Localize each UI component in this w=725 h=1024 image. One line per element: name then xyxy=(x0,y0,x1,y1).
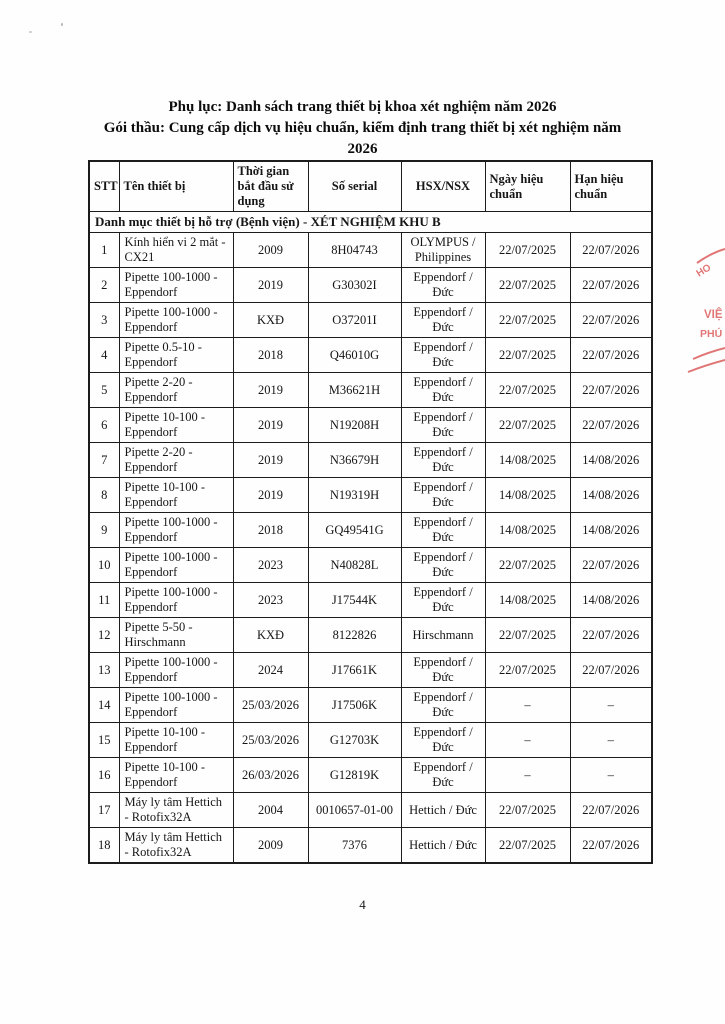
cell-cal_due: 22/07/2026 xyxy=(570,618,652,653)
scan-artifact xyxy=(29,31,32,33)
equipment-row xyxy=(89,583,652,618)
equipment-table xyxy=(88,160,653,864)
cell-serial: G12819K xyxy=(308,758,401,793)
cell-cal_due: 22/07/2026 xyxy=(570,303,652,338)
equipment-row xyxy=(89,688,652,723)
cell-cal_date: – xyxy=(485,758,570,793)
col-header-name: Tên thiết bị xyxy=(119,161,233,212)
cell-maker: Eppendorf / Đức xyxy=(401,583,485,618)
cell-maker: Eppendorf / Đức xyxy=(401,443,485,478)
cell-maker: Eppendorf / Đức xyxy=(401,268,485,303)
col-header-cal-date: Ngày hiệu chuẩn xyxy=(485,161,570,212)
cell-serial: O37201I xyxy=(308,303,401,338)
cell-maker: Eppendorf / Đức xyxy=(401,758,485,793)
cell-cal_date: 22/07/2025 xyxy=(485,793,570,828)
cell-cal_date: 22/07/2025 xyxy=(485,268,570,303)
cell-start: 2019 xyxy=(233,408,308,443)
col-header-maker: HSX/NSX xyxy=(401,161,485,212)
col-header-cal-due: Hạn hiệu chuẩn xyxy=(570,161,652,212)
equipment-row xyxy=(89,618,652,653)
cell-serial: J17661K xyxy=(308,653,401,688)
cell-start: 2023 xyxy=(233,583,308,618)
red-circular-stamp-partial xyxy=(687,241,725,376)
cell-name: Máy ly tâm Hettich - Rotofix32A xyxy=(119,793,233,828)
stamp-text-fragment-phuc: PHÚ xyxy=(700,328,723,340)
cell-name: Pipette 2-20 - Eppendorf xyxy=(119,443,233,478)
cell-name: Máy ly tâm Hettich - Rotofix32A xyxy=(119,828,233,864)
cell-name: Pipette 10-100 - Eppendorf xyxy=(119,478,233,513)
cell-stt: 7 xyxy=(89,443,119,478)
cell-stt: 16 xyxy=(89,758,119,793)
cell-cal_date: 14/08/2025 xyxy=(485,583,570,618)
equipment-row xyxy=(89,653,652,688)
stamp-arc-bottom-1 xyxy=(693,348,725,359)
cell-cal_date: 22/07/2025 xyxy=(485,303,570,338)
cell-name: Pipette 5-50 - Hirschmann xyxy=(119,618,233,653)
cell-stt: 5 xyxy=(89,373,119,408)
cell-start: 2019 xyxy=(233,443,308,478)
cell-stt: 10 xyxy=(89,548,119,583)
cell-serial: J17506K xyxy=(308,688,401,723)
cell-start: 2024 xyxy=(233,653,308,688)
cell-cal_due: 22/07/2026 xyxy=(570,338,652,373)
cell-name: Kính hiển vi 2 mắt - CX21 xyxy=(119,233,233,268)
cell-stt: 2 xyxy=(89,268,119,303)
cell-cal_due: 22/07/2026 xyxy=(570,373,652,408)
cell-start: 2018 xyxy=(233,338,308,373)
cell-stt: 11 xyxy=(89,583,119,618)
stamp-arc-bottom-2 xyxy=(688,360,725,372)
section-title: Danh mục thiết bị hỗ trợ (Bệnh viện) - XÉT NGHIỆM KHU B xyxy=(89,212,652,233)
cell-maker: Eppendorf / Đức xyxy=(401,653,485,688)
stamp-arc-top xyxy=(697,249,725,263)
cell-serial: 0010657-01-00 xyxy=(308,793,401,828)
equipment-row xyxy=(89,758,652,793)
cell-serial: 7376 xyxy=(308,828,401,864)
equipment-row xyxy=(89,408,652,443)
cell-cal_date: 22/07/2025 xyxy=(485,408,570,443)
cell-start: 26/03/2026 xyxy=(233,758,308,793)
cell-cal_date: 22/07/2025 xyxy=(485,618,570,653)
cell-serial: G12703K xyxy=(308,723,401,758)
equipment-row xyxy=(89,268,652,303)
cell-maker: Eppendorf / Đức xyxy=(401,303,485,338)
cell-cal_date: 22/07/2025 xyxy=(485,653,570,688)
cell-maker: Eppendorf / Đức xyxy=(401,723,485,758)
cell-cal_date: – xyxy=(485,688,570,723)
cell-cal_due: 22/07/2026 xyxy=(570,268,652,303)
cell-cal_date: 22/07/2025 xyxy=(485,828,570,864)
page-number: 4 xyxy=(359,897,366,912)
col-header-serial: Số serial xyxy=(308,161,401,212)
cell-stt: 6 xyxy=(89,408,119,443)
cell-name: Pipette 100-1000 - Eppendorf xyxy=(119,688,233,723)
cell-name: Pipette 10-100 - Eppendorf xyxy=(119,723,233,758)
equipment-row xyxy=(89,233,652,268)
cell-stt: 17 xyxy=(89,793,119,828)
cell-start: 2004 xyxy=(233,793,308,828)
cell-name: Pipette 10-100 - Eppendorf xyxy=(119,758,233,793)
cell-start: 2009 xyxy=(233,828,308,864)
cell-name: Pipette 100-1000 - Eppendorf xyxy=(119,653,233,688)
cell-serial: N40828L xyxy=(308,548,401,583)
cell-serial: M36621H xyxy=(308,373,401,408)
equipment-row xyxy=(89,828,652,864)
cell-name: Pipette 2-20 - Eppendorf xyxy=(119,373,233,408)
title-line-appendix: Phụ lục: Danh sách trang thiết bị khoa xét nghiệm năm 2026 xyxy=(168,99,557,115)
cell-maker: Eppendorf / Đức xyxy=(401,373,485,408)
cell-start: 25/03/2026 xyxy=(233,723,308,758)
cell-cal_due: 22/07/2026 xyxy=(570,793,652,828)
cell-cal_due: 14/08/2026 xyxy=(570,478,652,513)
cell-cal_due: 22/07/2026 xyxy=(570,653,652,688)
cell-maker: Eppendorf / Đức xyxy=(401,688,485,723)
cell-maker: Eppendorf / Đức xyxy=(401,478,485,513)
equipment-row xyxy=(89,513,652,548)
cell-cal_date: 22/07/2025 xyxy=(485,233,570,268)
cell-cal_due: 22/07/2026 xyxy=(570,408,652,443)
cell-start: 2019 xyxy=(233,478,308,513)
cell-stt: 12 xyxy=(89,618,119,653)
cell-maker: Hettich / Đức xyxy=(401,828,485,864)
cell-start: 2023 xyxy=(233,548,308,583)
cell-serial: 8H04743 xyxy=(308,233,401,268)
equipment-row xyxy=(89,338,652,373)
cell-cal_due: 14/08/2026 xyxy=(570,443,652,478)
cell-maker: Eppendorf / Đức xyxy=(401,548,485,583)
cell-serial: N19208H xyxy=(308,408,401,443)
cell-name: Pipette 100-1000 - Eppendorf xyxy=(119,583,233,618)
cell-cal_date: 22/07/2025 xyxy=(485,373,570,408)
cell-cal_date: 14/08/2025 xyxy=(485,513,570,548)
cell-cal_due: 22/07/2026 xyxy=(570,233,652,268)
equipment-row xyxy=(89,303,652,338)
cell-name: Pipette 100-1000 - Eppendorf xyxy=(119,513,233,548)
scan-artifact xyxy=(61,23,63,26)
cell-maker: Eppendorf / Đức xyxy=(401,338,485,373)
equipment-table-header xyxy=(89,161,652,212)
document-title xyxy=(40,97,685,160)
cell-stt: 3 xyxy=(89,303,119,338)
cell-stt: 18 xyxy=(89,828,119,864)
cell-start: 2019 xyxy=(233,268,308,303)
cell-stt: 15 xyxy=(89,723,119,758)
cell-serial: 8122826 xyxy=(308,618,401,653)
cell-cal_date: 14/08/2025 xyxy=(485,443,570,478)
cell-maker: Hirschmann xyxy=(401,618,485,653)
equipment-table-body xyxy=(89,212,652,864)
cell-start: 2019 xyxy=(233,373,308,408)
cell-serial: Q46010G xyxy=(308,338,401,373)
cell-maker: Eppendorf / Đức xyxy=(401,408,485,443)
cell-start: KXĐ xyxy=(233,618,308,653)
cell-serial: N19319H xyxy=(308,478,401,513)
cell-start: 2018 xyxy=(233,513,308,548)
cell-cal_date: – xyxy=(485,723,570,758)
cell-name: Pipette 100-1000 - Eppendorf xyxy=(119,303,233,338)
equipment-row xyxy=(89,723,652,758)
cell-cal_date: 22/07/2025 xyxy=(485,338,570,373)
cell-serial: J17544K xyxy=(308,583,401,618)
cell-name: Pipette 100-1000 - Eppendorf xyxy=(119,268,233,303)
stamp-text-fragment-vien: VIỆ xyxy=(704,309,723,321)
cell-stt: 14 xyxy=(89,688,119,723)
cell-maker: Eppendorf / Đức xyxy=(401,513,485,548)
cell-stt: 1 xyxy=(89,233,119,268)
cell-cal_due: 14/08/2026 xyxy=(570,513,652,548)
cell-serial: G30302I xyxy=(308,268,401,303)
cell-stt: 8 xyxy=(89,478,119,513)
col-header-start: Thời gian bắt đầu sử dụng xyxy=(233,161,308,212)
cell-stt: 13 xyxy=(89,653,119,688)
cell-maker: Hettich / Đức xyxy=(401,793,485,828)
cell-cal_date: 22/07/2025 xyxy=(485,548,570,583)
equipment-row xyxy=(89,793,652,828)
stamp-text-fragment-top: HO xyxy=(694,262,714,280)
section-header-row xyxy=(89,212,652,233)
cell-cal_date: 14/08/2025 xyxy=(485,478,570,513)
cell-cal_due: – xyxy=(570,723,652,758)
cell-cal_due: 22/07/2026 xyxy=(570,548,652,583)
equipment-row xyxy=(89,548,652,583)
header-row xyxy=(89,161,652,212)
cell-cal_due: 22/07/2026 xyxy=(570,828,652,864)
equipment-row xyxy=(89,373,652,408)
cell-cal_due: – xyxy=(570,688,652,723)
cell-serial: GQ49541G xyxy=(308,513,401,548)
equipment-row xyxy=(89,443,652,478)
cell-name: Pipette 10-100 - Eppendorf xyxy=(119,408,233,443)
cell-stt: 4 xyxy=(89,338,119,373)
cell-serial: N36679H xyxy=(308,443,401,478)
cell-start: KXĐ xyxy=(233,303,308,338)
equipment-row xyxy=(89,478,652,513)
title-line-package: Gói thầu: Cung cấp dịch vụ hiệu chuẩn, kiểm định trang thiết bị xét nghiệm năm xyxy=(103,120,622,136)
title-line-year: 2026 xyxy=(347,141,378,157)
cell-maker: OLYMPUS / Philippines xyxy=(401,233,485,268)
col-header-stt: STT xyxy=(89,161,119,212)
cell-start: 2009 xyxy=(233,233,308,268)
cell-cal_due: – xyxy=(570,758,652,793)
cell-stt: 9 xyxy=(89,513,119,548)
cell-name: Pipette 0.5-10 - Eppendorf xyxy=(119,338,233,373)
cell-name: Pipette 100-1000 - Eppendorf xyxy=(119,548,233,583)
cell-cal_due: 14/08/2026 xyxy=(570,583,652,618)
cell-start: 25/03/2026 xyxy=(233,688,308,723)
